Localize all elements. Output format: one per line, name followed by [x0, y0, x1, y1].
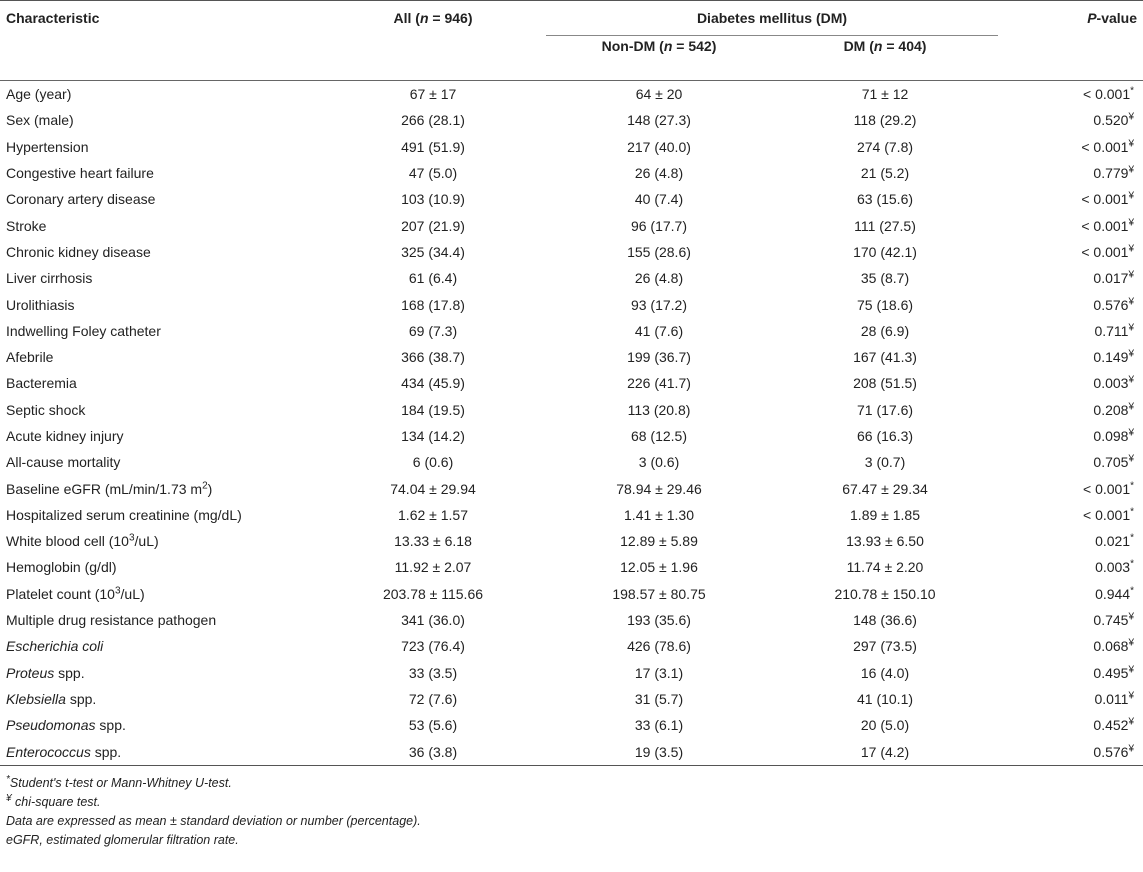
row-p-value: 0.452¥ — [1093, 716, 1135, 734]
row-p-value: 0.705¥ — [1093, 453, 1135, 471]
row-non-dm-value: 78.94 ± 29.46 — [616, 480, 702, 497]
row-p-value: 0.711¥ — [1094, 322, 1135, 339]
row-p-value: 0.576¥ — [998, 738, 1143, 765]
row-all-value: 69 (7.3) — [408, 322, 458, 339]
row-p-value: 0.520¥ — [1093, 111, 1135, 129]
row-characteristic: Pseudomonas spp. — [6, 717, 126, 734]
table-row — [0, 344, 1143, 370]
row-dm-value: 170 (42.1) — [853, 243, 917, 260]
table-row — [0, 633, 1143, 659]
header-dm: DM (n = 404) — [843, 38, 927, 54]
row-all-value: 74.04 ± 29.94 — [390, 480, 476, 497]
row-non-dm-value: 17 (3.1) — [634, 664, 684, 681]
row-characteristic: White blood cell $(10^3/uL)$ — [6, 532, 159, 550]
row-dm-value: 63 (15.6) — [856, 191, 914, 208]
table-row — [0, 502, 1143, 528]
row-characteristic: Afebrile — [6, 349, 54, 366]
row-p-value: 0.003¥ — [1093, 374, 1135, 392]
row-dm-value: 297 (73.5) — [853, 638, 917, 655]
table-row — [0, 107, 1143, 133]
row-characteristic: Klebsiella spp. — [6, 690, 97, 707]
table-row — [0, 397, 1143, 423]
row-p-value: 0.149¥ — [1093, 348, 1135, 366]
row-non-dm-value: 26 (4.8) — [634, 270, 684, 287]
header-non-dm: Non-DM (n = 542) — [601, 38, 717, 54]
row-non-dm-value: 193 (35.6) — [627, 612, 691, 629]
row-dm-value: 210.78 ± 150.10 — [834, 585, 936, 602]
row-non-dm-value: 226 (41.7) — [627, 375, 691, 392]
row-non-dm-value: 40 (7.4) — [634, 191, 684, 208]
row-p-value: 0.576¥ — [1093, 295, 1135, 313]
table-row — [0, 686, 1143, 712]
row-characteristic: Sex (male) — [6, 112, 74, 129]
row-all-value: 366 (38.7) — [401, 349, 465, 366]
row-all-value: 61 (6.4) — [408, 270, 458, 287]
footnote-chi-square: ¥ chi-square test. — [6, 792, 101, 809]
row-characteristic: Escherichia coli — [6, 638, 104, 655]
row-dm-value: 71 ± 12 — [861, 86, 909, 103]
row-all-value: 11.92 ± 2.07 — [394, 559, 472, 576]
row-dm-value: 118 (29.2) — [853, 112, 917, 129]
row-dm-value: 111 (27.5) — [854, 217, 916, 234]
table-row — [0, 81, 1143, 108]
row-dm-value: 35 (8.7) — [860, 270, 910, 287]
row-characteristic: Septic shock — [6, 401, 86, 418]
row-p-value: < 0.001¥ — [1081, 190, 1135, 208]
table-row — [0, 318, 1143, 344]
row-p-value: < 0.001¥ — [1081, 243, 1135, 260]
table-row — [0, 265, 1143, 291]
header-dm-group: Diabetes mellitus (DM) — [546, 1, 998, 33]
row-characteristic: Liver cirrhosis — [6, 270, 93, 287]
row-p-value: 0.098¥ — [1093, 427, 1135, 444]
row-dm-value: 148 (36.6) — [853, 612, 917, 629]
row-non-dm-value: 217 (40.0) — [627, 138, 691, 155]
row-characteristic: Platelet count $(10^3/uL)$ — [6, 585, 145, 602]
row-non-dm-value: 41 (7.6) — [634, 322, 684, 339]
row-all-value: 207 (21.9) — [401, 217, 465, 234]
row-dm-value: 11.74 ± 2.20 — [846, 559, 924, 576]
row-characteristic: Baseline eGFR (mL/min/1.73 $m^2$) — [6, 479, 213, 497]
footnote-egfr: eGFR, estimated glomerular filtration rate. — [6, 832, 239, 847]
row-all-value: 325 (34.4) — [401, 243, 465, 260]
row-all-value: 723 (76.4) — [401, 638, 465, 655]
table-row — [0, 160, 1143, 186]
table-row — [0, 449, 1143, 475]
row-non-dm-value: 19 (3.5) — [546, 738, 772, 765]
row-all-value: 67 ± 17 — [409, 86, 457, 103]
footnote-data-expression: Data are expressed as mean ± standard deviation or number (percentage). — [6, 813, 421, 828]
table-row — [0, 239, 1143, 265]
row-dm-value: 75 (18.6) — [856, 296, 914, 313]
footnote-ttest: *Student's t-test or Mann-Whitney U-test. — [6, 773, 232, 790]
row-non-dm-value: 93 (17.2) — [630, 296, 688, 313]
table-row — [0, 212, 1143, 238]
row-p-value: 0.779¥ — [1093, 164, 1135, 182]
row-all-value: 203.78 ± 115.66 — [382, 585, 484, 602]
row-all-value: 33 (3.5) — [408, 664, 458, 681]
row-characteristic: Urolithiasis — [6, 296, 75, 313]
row-non-dm-value: 31 (5.7) — [634, 690, 684, 707]
row-p-value: < 0.001* — [1083, 479, 1135, 497]
row-dm-value: 167 (41.3) — [853, 349, 917, 366]
row-non-dm-value: 68 (12.5) — [630, 428, 688, 444]
row-dm-value: 66 (16.3) — [856, 428, 914, 444]
table-row — [0, 660, 1143, 686]
row-p-value: 0.208¥ — [1093, 401, 1135, 418]
table-body — [0, 81, 1143, 766]
row-all-value: 53 (5.6) — [408, 717, 458, 734]
header-p-value: P-value — [1087, 10, 1138, 26]
row-characteristic: All-cause mortality — [6, 454, 121, 471]
row-characteristic: Enterococcus spp. — [0, 738, 320, 765]
row-p-value: 0.495¥ — [1093, 664, 1135, 681]
row-non-dm-value: 113 (20.8) — [627, 401, 691, 418]
row-p-value: 0.011¥ — [1094, 690, 1135, 707]
row-p-value: 0.944* — [1095, 585, 1135, 602]
row-non-dm-value: 12.89 ± 5.89 — [620, 533, 698, 550]
row-p-value: < 0.001¥ — [1081, 216, 1135, 234]
row-characteristic: Proteus spp. — [6, 664, 85, 681]
row-characteristic: Coronary artery disease — [6, 191, 156, 208]
row-dm-value: 28 (6.9) — [860, 322, 910, 339]
row-all-value: 36 (3.8) — [320, 738, 546, 765]
row-characteristic: Age (year) — [6, 86, 72, 103]
row-p-value: < 0.001¥ — [1081, 138, 1135, 155]
row-all-value: 47 (5.0) — [408, 165, 458, 182]
row-all-value: 72 (7.6) — [408, 690, 458, 707]
row-p-value: 0.003* — [1095, 558, 1135, 576]
row-characteristic: Stroke — [6, 217, 47, 234]
table-row — [0, 581, 1143, 607]
row-all-value: 491 (51.9) — [401, 138, 465, 155]
table-row — [0, 475, 1143, 501]
row-dm-value: 21 (5.2) — [860, 165, 910, 182]
row-all-value: 434 (45.9) — [401, 375, 465, 392]
row-characteristic: Hypertension — [6, 138, 89, 155]
row-all-value: 13.33 ± 6.18 — [394, 533, 472, 550]
row-dm-value: 71 (17.6) — [856, 401, 914, 418]
row-characteristic: Multiple drug resistance pathogen — [6, 612, 217, 629]
row-dm-value: 274 (7.8) — [856, 138, 914, 155]
table-row — [0, 134, 1143, 160]
table-row — [0, 370, 1143, 396]
row-p-value: 0.745¥ — [1093, 611, 1135, 629]
row-p-value: 0.017¥ — [1093, 269, 1135, 287]
row-p-value: 0.068¥ — [1093, 637, 1135, 655]
row-all-value: 6 (0.6) — [412, 454, 454, 471]
row-non-dm-value: 148 (27.3) — [627, 112, 691, 129]
row-all-value: 134 (14.2) — [401, 428, 465, 444]
row-non-dm-value: 12.05 ± 1.96 — [620, 559, 698, 576]
row-all-value: 1.62 ± 1.57 — [398, 506, 468, 523]
row-characteristic: Acute kidney injury — [6, 428, 124, 444]
row-characteristic: Hospitalized serum creatinine (mg/dL) — [6, 506, 242, 523]
table-row — [0, 738, 1143, 765]
row-p-value: < 0.001* — [1083, 85, 1135, 103]
header-all: All (n = 946) — [393, 10, 473, 26]
row-all-value: 341 (36.0) — [401, 612, 465, 629]
row-dm-value: 17 (4.2) — [772, 738, 998, 765]
row-non-dm-value: 3 (0.6) — [638, 454, 680, 471]
footnotes — [0, 766, 1143, 850]
table-row — [0, 423, 1143, 449]
table-row — [0, 291, 1143, 317]
row-non-dm-value: 199 (36.7) — [627, 349, 691, 366]
row-p-value: < 0.001* — [1083, 506, 1135, 523]
row-non-dm-value: 155 (28.6) — [627, 243, 691, 260]
row-p-value: 0.021* — [1095, 532, 1135, 550]
table-row — [0, 528, 1143, 554]
row-dm-value: 208 (51.5) — [853, 375, 917, 392]
row-dm-value: 41 (10.1) — [856, 690, 914, 707]
table-header — [0, 1, 1143, 81]
row-dm-value: 13.93 ± 6.50 — [846, 533, 924, 550]
row-non-dm-value: 426 (78.6) — [627, 638, 691, 655]
table-row — [0, 607, 1143, 633]
row-characteristic: Bacteremia — [6, 375, 77, 392]
header-characteristic: Characteristic — [6, 10, 100, 26]
row-non-dm-value: 33 (6.1) — [634, 717, 684, 734]
row-all-value: 266 (28.1) — [401, 112, 465, 129]
row-all-value: 168 (17.8) — [401, 296, 465, 313]
table-row — [0, 554, 1143, 580]
row-dm-value: 67.47 ± 29.34 — [842, 480, 928, 497]
row-characteristic: Congestive heart failure — [6, 165, 154, 182]
row-non-dm-value: 1.41 ± 1.30 — [624, 506, 694, 523]
row-characteristic: Chronic kidney disease — [6, 243, 151, 260]
row-dm-value: 16 (4.0) — [860, 664, 910, 681]
row-non-dm-value: 26 (4.8) — [634, 165, 684, 182]
row-characteristic: Hemoglobin (g/dl) — [6, 559, 117, 576]
row-non-dm-value: 64 ± 20 — [635, 86, 683, 103]
row-all-value: 103 (10.9) — [401, 191, 465, 208]
row-dm-value: 1.89 ± 1.85 — [850, 506, 920, 523]
row-all-value: 184 (19.5) — [401, 401, 465, 418]
row-dm-value: 20 (5.0) — [860, 717, 910, 734]
row-characteristic: Indwelling Foley catheter — [6, 322, 161, 339]
row-non-dm-value: 198.57 ± 80.75 — [612, 585, 706, 602]
table-row — [0, 712, 1143, 738]
row-non-dm-value: 96 (17.7) — [630, 217, 688, 234]
table-row — [0, 186, 1143, 212]
row-dm-value: 3 (0.7) — [864, 454, 906, 471]
